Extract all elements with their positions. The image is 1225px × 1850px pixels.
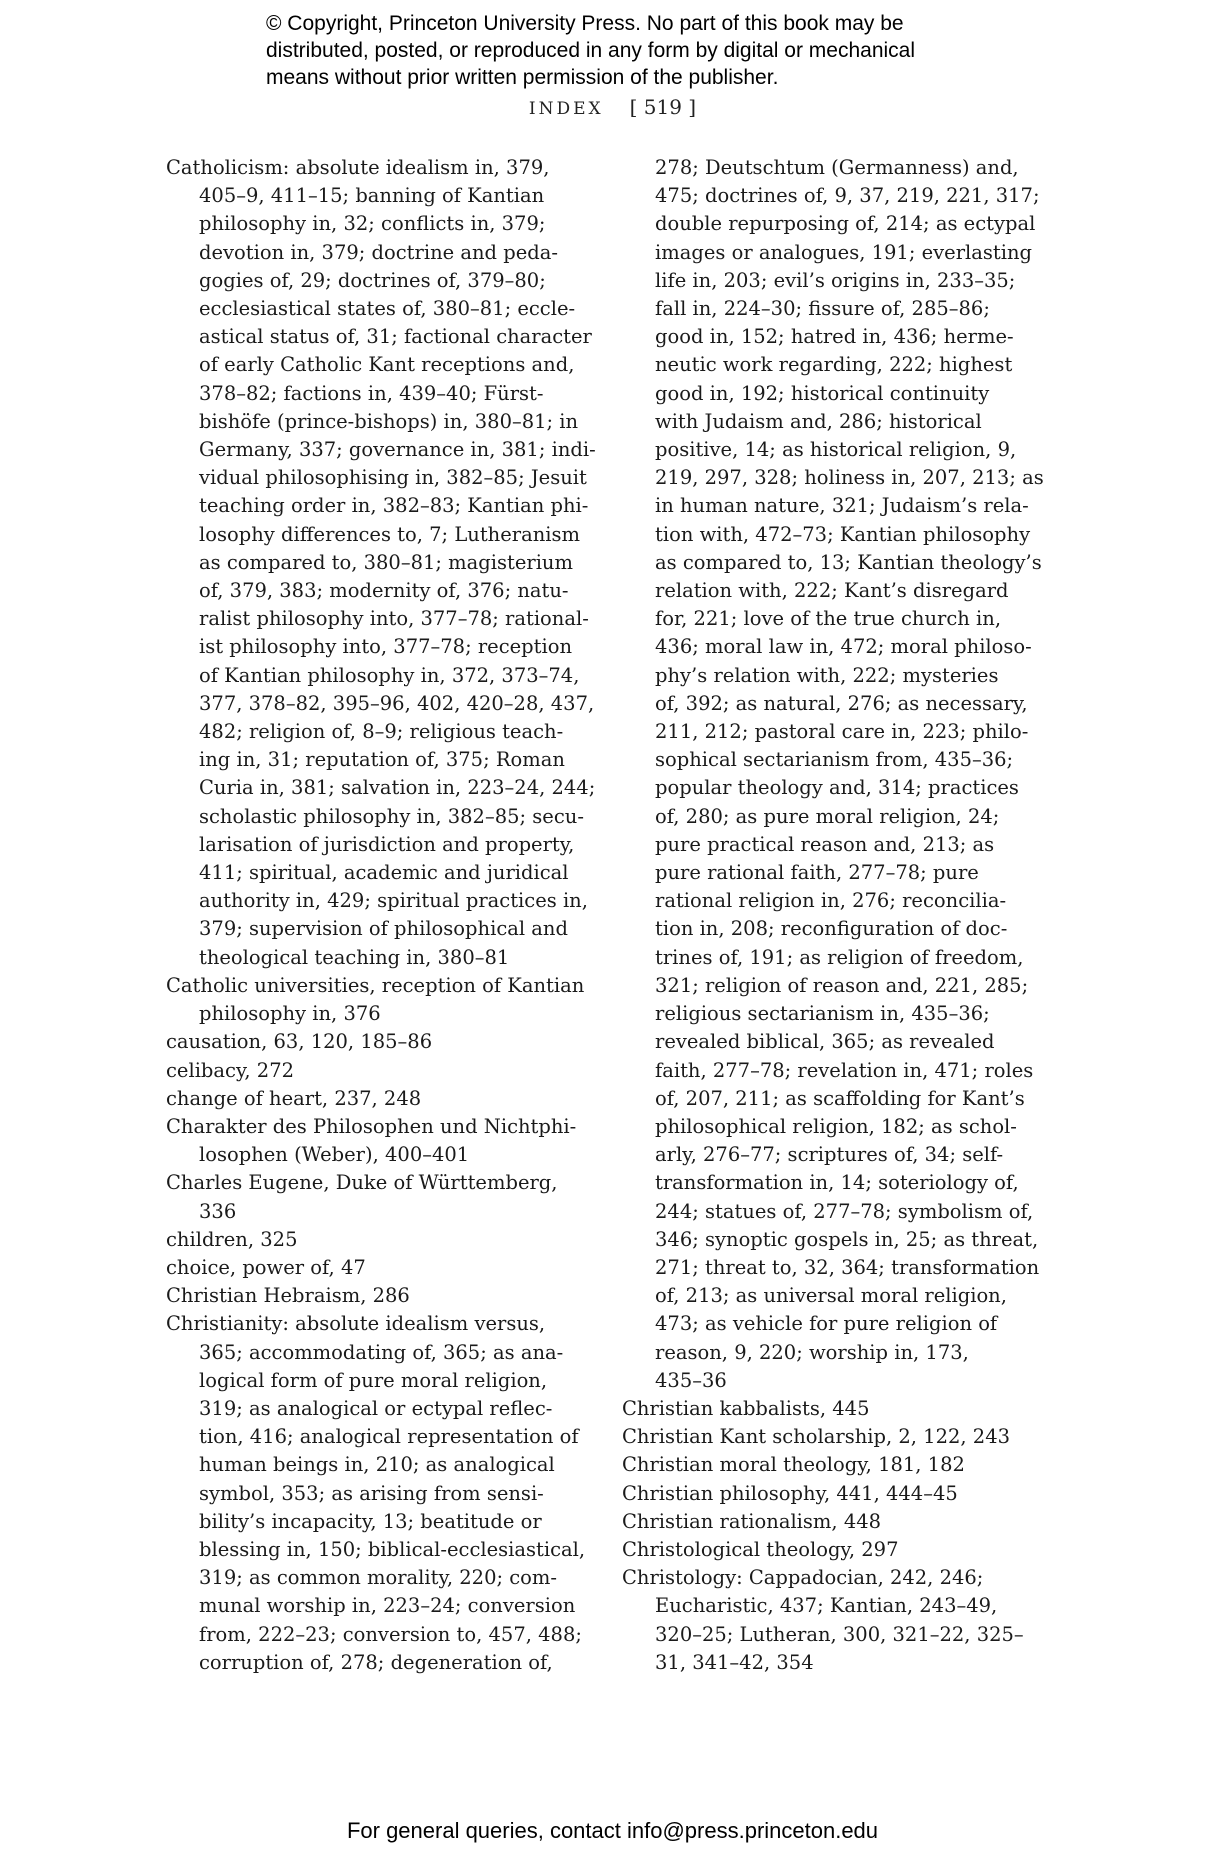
index-entry-line: authority in, 429; spiritual practices in,	[199, 889, 588, 913]
index-entry-line: philosophy in, 32; conflicts in, 379;	[199, 212, 546, 236]
index-entry-line: Catholicism: absolute idealism in, 379,	[166, 156, 550, 179]
index-entry-line: astical status of, 31; factional character	[199, 325, 592, 349]
index-entry-line: Christian Kant scholarship, 2, 122, 243	[622, 1425, 1011, 1449]
index-entry-line: of, 213; as universal moral religion,	[655, 1284, 1007, 1308]
index-entry-line: tion, 416; analogical representation of	[199, 1425, 579, 1449]
index-entry-line: 405–9, 411–15; banning of Kantian	[199, 184, 545, 208]
index-entry-line: human beings in, 210; as analogical	[199, 1453, 555, 1477]
index-entry-line: Charles Eugene, Duke of Württemberg,	[166, 1171, 558, 1195]
index-entry-line: of, 280; as pure moral religion, 24;	[655, 804, 1000, 828]
index-entry-line: 346; synoptic gospels in, 25; as threat,	[655, 1227, 1039, 1251]
index-entry-line: ecclesiastical states of, 380–81; eccle-	[199, 297, 576, 321]
index-entry-line: 411; spiritual, academic and juridical	[199, 861, 569, 885]
index-entry-line: as compared to, 13; Kantian theology’s	[655, 550, 1042, 574]
index-entry-line: philosophical religion, 182; as schol-	[655, 1114, 1017, 1138]
index-entry-line: gogies of, 29; doctrines of, 379–80;	[199, 268, 546, 292]
index-entry-line: losophen (Weber), 400–401	[199, 1143, 470, 1167]
copyright-line: © Copyright, Princeton University Press. No part of this book may be	[266, 12, 904, 35]
index-entry-line: 31, 341–42, 354	[655, 1650, 814, 1674]
index-entry-line: with Judaism and, 286; historical	[655, 409, 982, 433]
running-head	[0, 95, 1225, 119]
index-entry-line: 379; supervision of philosophical and	[199, 917, 568, 941]
index-entry-line: tion in, 208; reconfiguration of doc-	[655, 917, 1008, 941]
index-entry-line: philosophy in, 376	[199, 1002, 381, 1026]
index-entry-line: relation with, 222; Kant’s disregard	[655, 579, 1009, 603]
index-entry-line: Christian kabbalists, 445	[622, 1396, 870, 1420]
index-entry-line: 473; as vehicle for pure religion of	[655, 1312, 998, 1336]
index-entry-line: as compared to, 380–81; magisterium	[199, 550, 573, 574]
copyright-notice	[266, 10, 1026, 91]
index-entry-line: good in, 152; hatred in, 436; herme-	[655, 325, 1014, 349]
index-entry-line: 278; Deutschtum (Germanness) and,	[655, 156, 1019, 179]
index-entry-line: Curia in, 381; salvation in, 223–24, 244;	[199, 776, 596, 800]
index-entry-line: choice, power of, 47	[166, 1255, 366, 1279]
index-entry-line: pure rational faith, 277–78; pure	[655, 861, 979, 885]
index-entry-line: devotion in, 379; doctrine and peda-	[199, 240, 558, 264]
index-entry-line: 211, 212; pastoral care in, 223; philo-	[655, 720, 1029, 744]
index-entry-line: blessing in, 150; biblical-ecclesiastical,	[199, 1537, 586, 1561]
index-entry-line: good in, 192; historical continuity	[655, 381, 990, 405]
index-entry-line: of, 392; as natural, 276; as necessary,	[655, 691, 1028, 715]
page-number: [ 519 ]	[629, 95, 697, 119]
index-entry-line: 321; religion of reason and, 221, 285;	[655, 973, 1029, 997]
index-entry-line: bility’s incapacity, 13; beatitude or	[199, 1509, 542, 1533]
index-entry-line: 377, 378–82, 395–96, 402, 420–28, 437,	[199, 691, 595, 715]
index-entry-line: 365; accommodating of, 365; as ana-	[199, 1340, 564, 1364]
index-entry-line: Germany, 337; governance in, 381; indi-	[199, 438, 596, 462]
index-entry-line: faith, 277–78; revelation in, 471; roles	[655, 1058, 1034, 1082]
index-entry-line: Christian philosophy, 441, 444–45	[622, 1481, 958, 1505]
copyright-line: distributed, posted, or reproduced in any form by digital or mechanical	[266, 39, 916, 62]
index-column-right	[622, 154, 1062, 1677]
index-entry-line: 319; as analogical or ectypal reflec-	[199, 1396, 553, 1420]
index-entry-line: bishöfe (prince-bishops) in, 380–81; in	[199, 409, 579, 433]
index-entry-line: scholastic philosophy in, 382–85; secu-	[199, 804, 584, 828]
index-entry-line: Catholic universities, reception of Kantian	[166, 973, 585, 997]
index-entry-line: positive, 14; as historical religion, 9,	[655, 438, 1017, 462]
index-entry-line: 219, 297, 328; holiness in, 207, 213; as	[655, 466, 1044, 490]
index-entry-line: in human nature, 321; Judaism’s rela-	[655, 494, 1029, 518]
index-entry-line: larisation of jurisdiction and property,	[199, 832, 575, 856]
index-entry-line: of Kantian philosophy in, 372, 373–74,	[199, 663, 580, 687]
index-entry-line: of early Catholic Kant receptions and,	[199, 353, 575, 377]
index-entry-line: 336	[199, 1199, 237, 1223]
index-entry-line: Christian moral theology, 181, 182	[622, 1453, 965, 1477]
index-entry-line: theological teaching in, 380–81	[199, 945, 510, 969]
index-entry-line: 482; religion of, 8–9; religious teach-	[199, 720, 564, 744]
index-entry-line: from, 222–23; conversion to, 457, 488;	[199, 1622, 582, 1646]
index-entry-line: vidual philosophising in, 382–85; Jesuit	[199, 466, 587, 490]
index-entry-line: ist philosophy into, 377–78; reception	[199, 635, 573, 659]
index-entry-line: Charakter des Philosophen und Nichtphi-	[166, 1114, 577, 1138]
index-entry-line: rational religion in, 276; reconcilia-	[655, 889, 1007, 913]
index-entry-line: children, 325	[166, 1227, 298, 1251]
index-entry-line: logical form of pure moral religion,	[199, 1368, 548, 1392]
index-entry-line: reason, 9, 220; worship in, 173,	[655, 1340, 969, 1364]
index-entry-line: pure practical reason and, 213; as	[655, 832, 995, 856]
index-entry-line: ing in, 31; reputation of, 375; Roman	[199, 748, 565, 772]
index-entry-line: celibacy, 272	[166, 1058, 295, 1082]
index-entry-line: Christian rationalism, 448	[622, 1509, 882, 1533]
index-column-left	[166, 154, 596, 1677]
index-entry-line: ralist philosophy into, 377–78; rational-	[199, 607, 589, 631]
index-entry-line: revealed biblical, 365; as revealed	[655, 1030, 995, 1054]
index-entry-line: images or analogues, 191; everlasting	[655, 240, 1033, 264]
index-entry-line: tion with, 472–73; Kantian philosophy	[655, 522, 1031, 546]
index-entry-line: Christian Hebraism, 286	[166, 1284, 410, 1308]
index-entry-line: 244; statues of, 277–78; symbolism of,	[655, 1199, 1034, 1223]
index-entry-line: teaching order in, 382–83; Kantian phi-	[199, 494, 589, 518]
index-entry-line: trines of, 191; as religion of freedom,	[655, 945, 1024, 969]
index-entry-line: phy’s relation with, 222; mysteries	[655, 663, 999, 687]
index-entry-line: munal worship in, 223–24; conversion	[199, 1594, 576, 1618]
index-entry-line: religious sectarianism in, 435–36;	[655, 1002, 990, 1026]
index-entry-line: Christianity: absolute idealism versus,	[166, 1312, 546, 1336]
index-entry-line: of, 379, 383; modernity of, 376; natu-	[199, 579, 569, 603]
index-entry-line: change of heart, 237, 248	[166, 1086, 422, 1110]
index-entry-line: 436; moral law in, 472; moral philoso-	[655, 635, 1032, 659]
index-entry-line: for, 221; love of the true church in,	[655, 607, 1002, 631]
index-entry-line: arly, 276–77; scriptures of, 34; self-	[655, 1143, 1004, 1167]
index-entry-line: transformation in, 14; soteriology of,	[655, 1171, 1019, 1195]
index-entry-line: losophy differences to, 7; Lutheranism	[199, 522, 581, 546]
index-entry-line: 475; doctrines of, 9, 37, 219, 221, 317;	[655, 184, 1040, 208]
index-entry-line: Christology: Cappadocian, 242, 246;	[622, 1566, 984, 1590]
running-head-label: INDEX	[528, 99, 604, 119]
index-entry-line: corruption of, 278; degeneration of,	[199, 1650, 553, 1674]
copyright-line: means without prior written permission of the publisher.	[266, 66, 779, 89]
index-entry-line: 378–82; factions in, 439–40; Fürst-	[199, 381, 544, 405]
index-entry-line: fall in, 224–30; fissure of, 285–86;	[655, 297, 990, 321]
index-entry-line: Eucharistic, 437; Kantian, 243–49,	[655, 1594, 998, 1618]
index-entry-line: life in, 203; evil’s origins in, 233–35;	[655, 268, 1016, 292]
index-entry-line: 271; threat to, 32, 364; transformation	[655, 1255, 1040, 1279]
index-entry-line: 435–36	[655, 1368, 727, 1392]
index-entry-line: 319; as common morality, 220; com-	[199, 1566, 557, 1590]
index-entry-line: symbol, 353; as arising from sensi-	[199, 1481, 544, 1505]
footer-contact: For general queries, contact info@press.princeton.edu	[346, 1818, 879, 1843]
index-entry-line: popular theology and, 314; practices	[655, 776, 1019, 800]
index-entry-line: of, 207, 211; as scaffolding for Kant’s	[655, 1086, 1025, 1110]
index-entry-line: 320–25; Lutheran, 300, 321–22, 325–	[655, 1622, 1024, 1646]
index-entry-line: sophical sectarianism from, 435–36;	[655, 748, 1014, 772]
index-entry-line: Christological theology, 297	[622, 1537, 899, 1561]
index-entry-line: neutic work regarding, 222; highest	[655, 353, 1013, 377]
index-entry-line: causation, 63, 120, 185–86	[166, 1030, 433, 1054]
index-entry-line: double repurposing of, 214; as ectypal	[655, 212, 1036, 236]
